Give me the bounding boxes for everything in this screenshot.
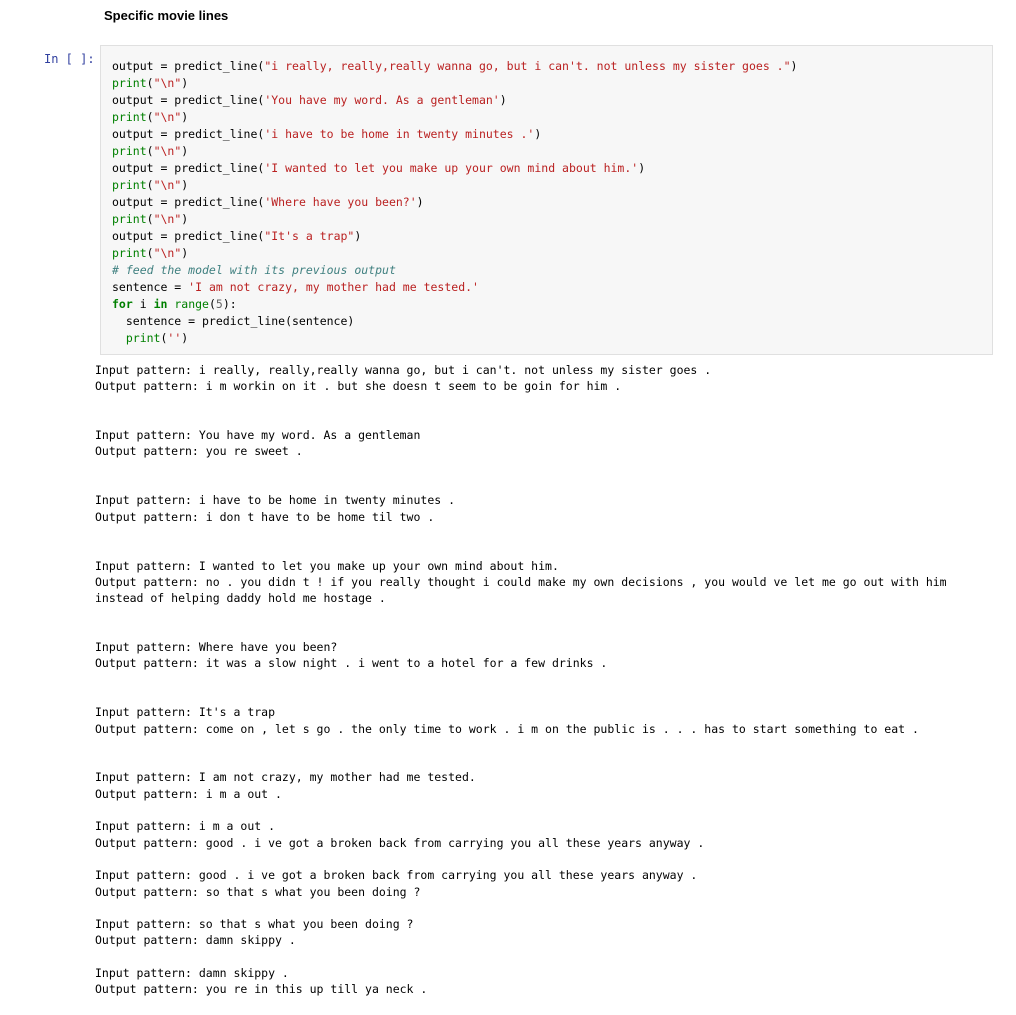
- output-line: [95, 460, 995, 476]
- output-line: Output pattern: so that s what you been doing ?: [95, 884, 421, 899]
- code-line: # feed the model with its previous output: [112, 263, 396, 277]
- code-lines: [112, 58, 797, 347]
- code-line: sentence = predict_line(sentence): [112, 314, 355, 328]
- output-line: Input pattern: I wanted to let you make up your own mind about him.: [95, 558, 559, 573]
- output-line: [95, 900, 995, 916]
- output-line: Output pattern: i m workin on it . but she doesn t seem to be goin for him .: [95, 379, 622, 394]
- output-line: [95, 688, 995, 704]
- code-line: output = predict_line("It's a trap"): [112, 229, 362, 243]
- output-line: Output pattern: i m a out .: [95, 786, 282, 801]
- code-line: print("\n"): [112, 144, 189, 158]
- output-line: Output pattern: you re sweet .: [95, 444, 303, 459]
- code-line: output = predict_line('You have my word. As a gentleman'): [112, 93, 507, 107]
- output-line: [95, 737, 995, 753]
- code-line: sentence = 'I am not crazy, my mother had me tested.': [112, 280, 479, 294]
- output-line: Input pattern: i have to be home in twenty minutes .: [95, 493, 456, 508]
- code-line: output = predict_line('i have to be home in twenty minutes .'): [112, 127, 542, 141]
- output-line: [95, 949, 995, 965]
- code-line: print("\n"): [112, 178, 189, 192]
- code-line: output = predict_line('Where have you been?'): [112, 195, 424, 209]
- output-line: Output pattern: no . you didn t ! if you really thought i could make my own decisions , you would ve let me go out with him instead of helping daddy hold me hostage .: [95, 574, 954, 606]
- output-line: Output pattern: it was a slow night . i went to a hotel for a few drinks .: [95, 656, 608, 671]
- code-line: print("\n"): [112, 246, 189, 260]
- code-line: print(''): [125, 331, 189, 345]
- output-line: Input pattern: It's a trap: [95, 705, 276, 720]
- output-line: Output pattern: come on , let s go . the only time to work . i m on the public is . . . has to start something to eat .: [95, 721, 919, 736]
- code-line: print("\n"): [112, 110, 189, 124]
- code-line: print("\n"): [112, 76, 189, 90]
- output-line: [95, 395, 995, 411]
- output-line: Input pattern: damn skippy .: [95, 965, 289, 980]
- output-line: [95, 541, 995, 557]
- output-line: Output pattern: you re in this up till ya neck .: [95, 982, 428, 997]
- output-line: Input pattern: Where have you been?: [95, 640, 338, 655]
- markdown-heading: Specific movie lines: [104, 8, 229, 23]
- code-line: output = predict_line("i really, really,really wanna go, but i can't. not unless my sister goes ."): [112, 59, 798, 73]
- output-line: Output pattern: damn skippy .: [95, 933, 296, 948]
- cell-output: [95, 362, 995, 998]
- output-line: Output pattern: i don t have to be home til two .: [95, 509, 435, 524]
- code-cell-editor[interactable]: [100, 45, 993, 355]
- output-line: Input pattern: i really, really,really wanna go, but i can't. not unless my sister goes .: [95, 363, 712, 377]
- output-line: [95, 802, 995, 818]
- output-line: [95, 851, 995, 867]
- output-line: [95, 753, 995, 769]
- output-line: [95, 476, 995, 492]
- code-line: output = predict_line('I wanted to let you make up your own mind about him.'): [112, 161, 646, 175]
- cell-prompt: In [ ]:: [44, 52, 95, 66]
- output-line: Input pattern: good . i ve got a broken back from carrying you all these years anyway .: [95, 868, 698, 883]
- output-line: [95, 411, 995, 427]
- output-line: [95, 525, 995, 541]
- output-line: Input pattern: You have my word. As a gentleman: [95, 428, 421, 443]
- output-line: [95, 606, 995, 622]
- code-line: for i in range(5):: [112, 297, 237, 311]
- output-line: [95, 623, 995, 639]
- output-line: Input pattern: I am not crazy, my mother had me tested.: [95, 770, 476, 785]
- code-line: print("\n"): [112, 212, 189, 226]
- output-line: Input pattern: so that s what you been doing ?: [95, 917, 414, 932]
- output-line: [95, 672, 995, 688]
- output-line: Output pattern: good . i ve got a broken back from carrying you all these years anyway .: [95, 835, 705, 850]
- output-line: Input pattern: i m a out .: [95, 819, 276, 834]
